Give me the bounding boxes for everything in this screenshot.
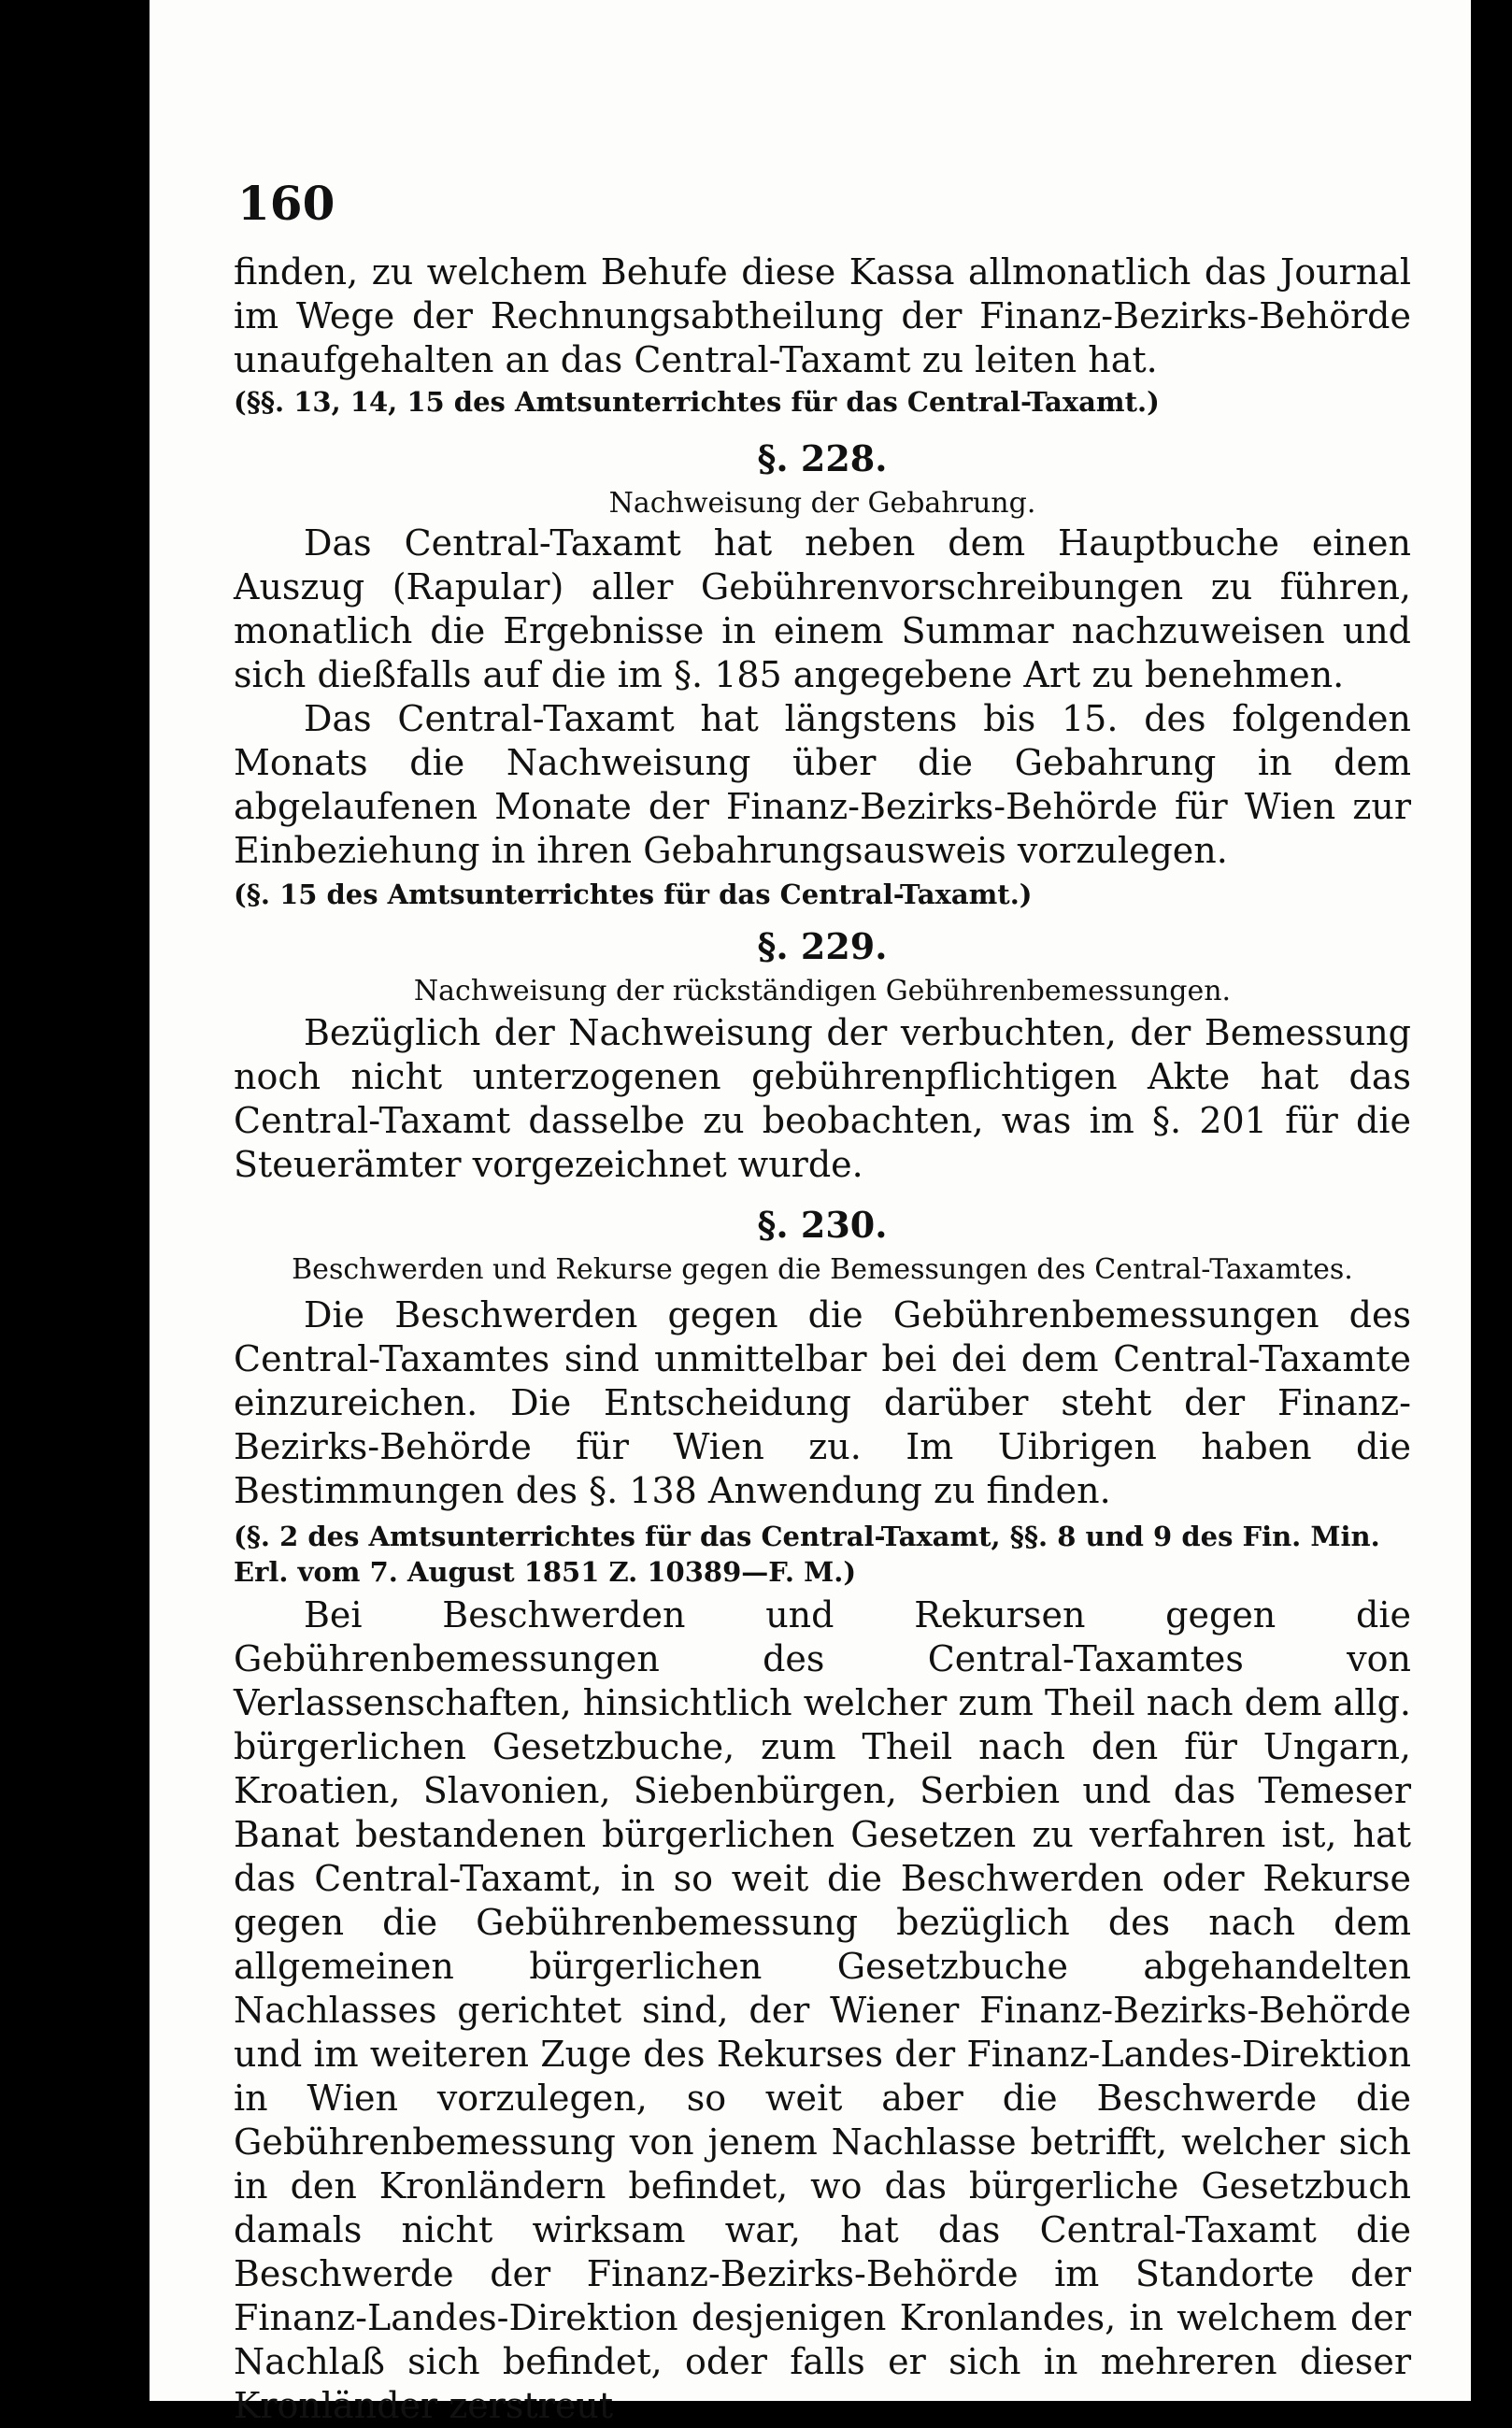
section-229-paragraph-1: Bezüglich der Nachweisung der verbuchten, der Bemessung noch nicht unterzogenen gebührenpflichtigen Akte hat das Central-Taxamt dasselbe zu beobachten, was im §. 201 für die Steuerämter vorgezeichnet wurde.	[234, 1012, 1411, 1185]
page-number: 160	[237, 176, 335, 231]
intro-citation: (§§. 13, 14, 15 des Amtsunterrichtes für das Central-Taxamt.)	[234, 386, 1160, 418]
section-228-paragraph-2: Das Central-Taxamt hat längstens bis 15. des folgenden Monats die Nachweisung über die Gebahrung in dem abgelaufenen Monate der Finanz-Bezirks-Behörde für Wien zur Einbeziehung in ihren Gebahrungsausweis vorzulegen.	[234, 698, 1411, 871]
section-230-paragraph-2: Bei Beschwerden und Rekursen gegen die Gebührenbemessungen des Central-Taxamtes von Verlassenschaften, hinsichtlich welcher zum Theil nach dem allg. bürgerlichen Gesetzbuche, zum Theil nach den für Ungarn, Kroatien, Slavonien, Siebenbürgen, Serbien und das Temeser Banat bestandenen bürgerlichen Gesetzen zu verfahren ist, hat das Central-Taxamt, in so weit die Beschwerden oder Rekurse gegen die Gebührenbemessung bezüglich des nach dem allgemeinen bürgerlichen Gesetzbuche abgehandelten Nachlasses gerichtet sind, der Wiener Finanz-Bezirks-Behörde und im weiteren Zuge des Rekurses der Finanz-Landes-Direktion in Wien vorzulegen, so weit aber die Beschwerde die Gebührenbemessung von jenem Nachlasse betrifft, welcher sich in den Kronländern befindet, wo das bürgerliche Gesetzbuch damals nicht wirksam war, hat das Central-Taxamt die Beschwerde der Finanz-Bezirks-Behörde im Standorte der Finanz-Landes-Direktion desjenigen Kronlandes, in welchem der Nachlaß sich befindet, oder falls er sich in mehreren dieser Kronländer zerstreut	[234, 1594, 1411, 2426]
section-228-paragraph-1: Das Central-Taxamt hat neben dem Hauptbuche einen Auszug (Rapular) aller Gebührenvorschreibungen zu führen, monatlich die Ergebnisse in einem Summar nachzuweisen und sich dießfalls auf die im §. 185 angegebene Art zu benehmen.	[234, 522, 1411, 695]
section-230	[234, 1204, 1411, 2428]
section-228-citation: (§. 15 des Amtsunterrichtes für das Central-Taxamt.)	[234, 878, 1033, 910]
intro-paragraph: finden, zu welchem Behufe diese Kassa allmonatlich das Journal im Wege der Rechnungsabtheilung der Finanz-Bezirks-Behörde unaufgehalten an das Central-Taxamt zu leiten hat.	[234, 251, 1411, 380]
section-228-heading: §. 228.	[757, 437, 888, 479]
section-228	[234, 437, 1411, 912]
section-230-heading: §. 230.	[757, 1204, 888, 1246]
section-228-title: Nachweisung der Gebahrung.	[608, 487, 1036, 520]
section-230-paragraph-1: Die Beschwerden gegen die Gebührenbemessungen des Central-Taxamtes sind unmittelbar bei dei dem Central-Taxamte einzureichen. Die Entscheidung darüber steht der Finanz-Bezirks-Behörde für Wien zu. Im Uibrigen haben die Bestimmungen des §. 138 Anwendung zu finden.	[234, 1294, 1411, 1511]
section-229-heading: §. 229.	[757, 925, 888, 967]
section-230-title: Beschwerden und Rekurse gegen die Bemessungen des Central-Taxamtes.	[292, 1253, 1353, 1286]
section-230-citation: (§. 2 des Amtsunterrichtes für das Central-Taxamt, §§. 8 und 9 des Fin. Min. Erl. vom 7. August 1851 Z. 10389—F. M.)	[234, 1521, 1380, 1588]
section-229	[234, 925, 1411, 1187]
section-229-title: Nachweisung der rückständigen Gebührenbemessungen.	[413, 975, 1232, 1007]
intro-block	[234, 250, 1411, 420]
book-page	[150, 0, 1471, 2426]
